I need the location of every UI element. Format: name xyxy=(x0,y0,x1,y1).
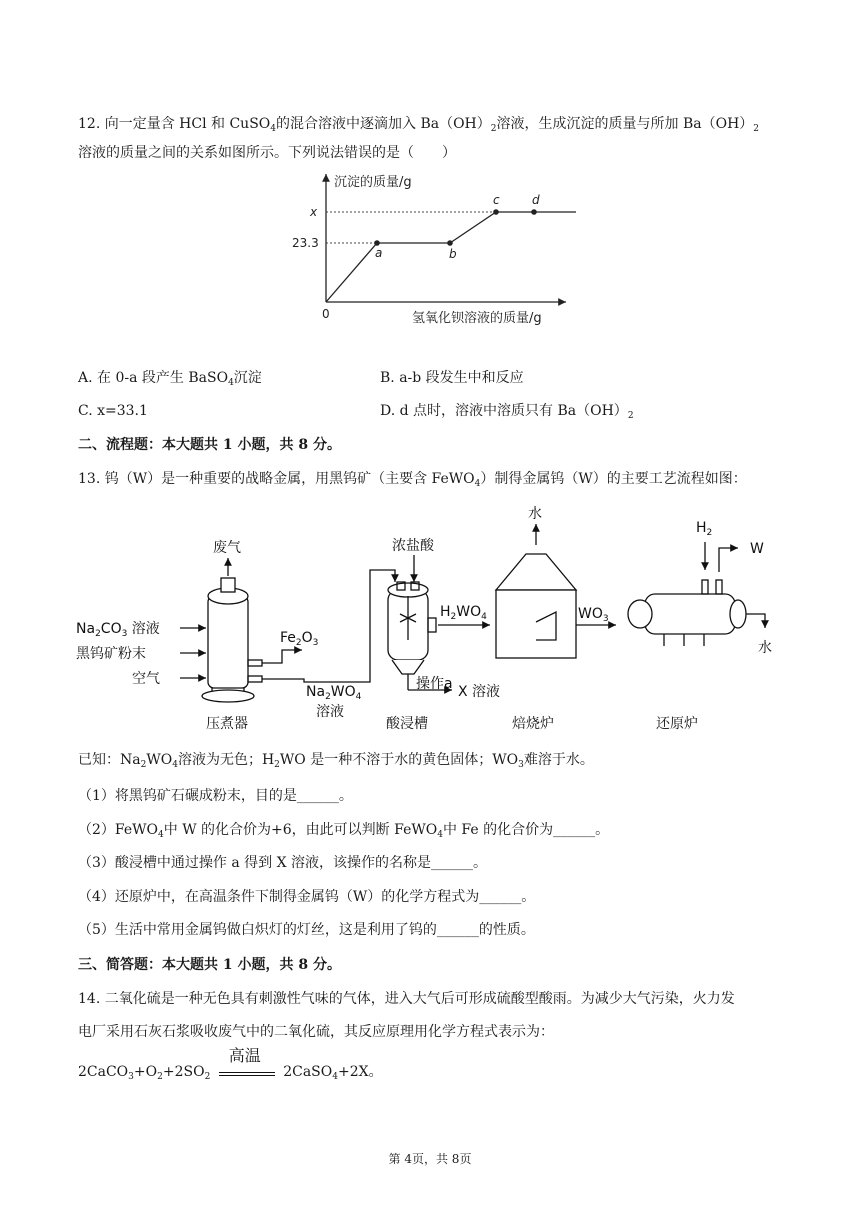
tungsten-process-diagram xyxy=(70,500,790,740)
unit-label-reducer: 还原炉 xyxy=(656,716,698,732)
sub-question-5: （5）生活中常用金属钨做白炽灯的灯丝，这是利用了钨的______的性质。 xyxy=(78,922,535,938)
point-a xyxy=(374,240,380,246)
section-2-heading: 二、流程题：本大题共 1 小题，共 8 分。 xyxy=(78,437,341,453)
unit-label-roaster: 焙烧炉 xyxy=(512,716,554,732)
q14-line-2: 电厂采用石灰石浆吸收废气中的二氧化硫，其反应原理用化学方程式表示为： xyxy=(78,1024,554,1040)
label-wo3: $WO_3$ xyxy=(578,606,609,624)
option-d: D. d 点时，溶液中溶质只有 $Ba(OH)_2$ xyxy=(380,403,634,421)
page-footer: 第 4页，共 8页 xyxy=(388,1152,472,1166)
label-x-solution: X 溶液 xyxy=(458,684,501,700)
label-air: 空气 xyxy=(132,671,160,687)
q12-line-1: 12. 向一定量含 HCl 和 CuSO$_4$的混合溶液中逐滴加入 $Ba(OH)_2$溶液，生成沉淀的质量与所加 $Ba(OH)_2$ xyxy=(78,116,760,134)
label-c: c xyxy=(493,193,500,207)
label-water-right: 水 xyxy=(758,640,772,656)
label-na2co3-solution: $Na_2CO_3$ 溶液 xyxy=(76,621,160,639)
acid-tank xyxy=(388,555,490,690)
sub-question-4: （4）还原炉中，在高温条件下制得金属钨（W）的化学方程式为______。 xyxy=(78,889,536,905)
point-b xyxy=(447,240,453,246)
label-conc-hcl: 浓盐酸 xyxy=(392,538,434,554)
option-a: A. 在 0-a 段产生 BaSO$_4$沉淀 xyxy=(78,370,262,388)
point-c xyxy=(493,209,499,215)
label-ore-powder: 黑钨矿粉末 xyxy=(76,646,146,662)
unit-label-autoclave: 压煮器 xyxy=(206,716,248,732)
label-h2: $H_2$ xyxy=(696,520,713,538)
chemical-equation: $2CaCO_3+O_2+2SO_2$ 高温 2CaSO$_4$+2X。 xyxy=(78,1046,383,1082)
sub-question-3: （3）酸浸槽中通过操作 a 得到 X 溶液，该操作的名称是______。 xyxy=(78,855,488,871)
q12-line-2: 溶液的质量之间的关系如图所示。下列说法错误的是（ ） xyxy=(78,145,456,161)
unit-label-acid-tank: 酸浸槽 xyxy=(386,716,428,732)
x-axis-label: 氢氧化钡溶液的质量/g xyxy=(412,311,542,326)
roasting-furnace xyxy=(496,524,616,658)
q14-line-1: 14. 二氧化硫是一种无色具有刺激性气味的气体，进入大气后可形成硫酸型酸雨。为减少大气污染，火力发 xyxy=(78,991,735,1007)
precipitate-chart xyxy=(290,168,590,338)
sub-question-2: （2）FeWO$_4$中 W 的化合价为+6，由此可以判断 FeWO$_4$中 Fe 的化合价为______。 xyxy=(78,822,610,840)
option-c: C. x=33.1 xyxy=(78,403,148,419)
label-d: d xyxy=(532,193,540,207)
y-axis-label: 沉淀的质量/g xyxy=(334,175,412,190)
option-b: B. a-b 段发生中和反应 xyxy=(380,370,524,386)
y-tick-x: x xyxy=(310,205,318,219)
label-fe2o3: $Fe_2O_3$ xyxy=(280,630,319,648)
label-water-top: 水 xyxy=(528,506,542,522)
section-3-heading: 三、简答题：本大题共 1 小题，共 8 分。 xyxy=(78,957,341,973)
label-b: b xyxy=(449,247,457,261)
label-na2wo4: $Na_2WO_4$ xyxy=(306,684,362,702)
label-w: W xyxy=(750,541,764,557)
label-h2wo4: $H_2WO_4$ xyxy=(440,604,487,622)
label-a: a xyxy=(375,246,383,260)
label-waste-gas: 废气 xyxy=(213,540,241,556)
label-operation-a: 操作a xyxy=(416,676,453,692)
label-na2wo4-solution: 溶液 xyxy=(316,704,344,720)
reduction-furnace xyxy=(628,542,765,646)
known-statement: 已知：$Na_2WO_4$溶液为无色；$H_2WO$ 是一种不溶于水的黄色固体；$WO_3$难溶于水。 xyxy=(78,752,594,770)
origin-label: 0 xyxy=(322,307,330,321)
q13-line: 13. 钨（W）是一种重要的战略金属，用黑钨矿（主要含 FeWO$_4$）制得金属钨（W）的主要工艺流程如图： xyxy=(78,471,747,489)
point-d xyxy=(531,209,537,215)
sub-question-1: （1）将黑钨矿石碾成粉末，目的是______。 xyxy=(78,788,353,804)
y-tick-23-3: 23.3 xyxy=(292,236,319,250)
